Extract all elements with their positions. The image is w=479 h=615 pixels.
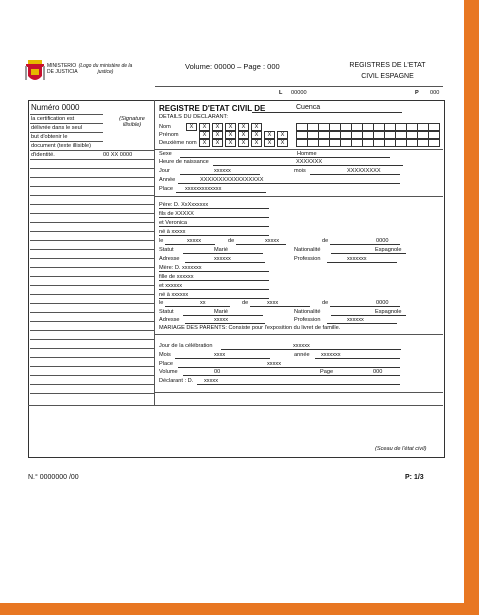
declarant-label: Déclarant : D. bbox=[159, 378, 194, 384]
left-ruled-lines bbox=[28, 0, 154, 615]
place-label-2: Place bbox=[159, 361, 173, 367]
mois-label-2: Mois bbox=[159, 352, 171, 358]
heure-label: Heure de naissance bbox=[159, 159, 209, 165]
l-value: 00000 bbox=[291, 90, 307, 96]
statut-label-2: Statut bbox=[159, 309, 174, 315]
ministry-logo-note: (Logo du ministère de la justice) bbox=[78, 63, 133, 75]
deuxieme-nom-label: Deuxième nom bbox=[159, 140, 197, 146]
identity-value: 00 XX 0000 bbox=[103, 152, 133, 158]
volume-label: Volume bbox=[159, 369, 178, 375]
orange-border-right bbox=[464, 0, 479, 615]
heure-value: XXXXXXX bbox=[296, 159, 323, 165]
jour-celebration-value: xxxxxx bbox=[293, 343, 310, 349]
le-year-1: 0000 bbox=[376, 238, 389, 244]
statut-label-1: Statut bbox=[159, 247, 174, 253]
column-divider bbox=[154, 100, 155, 405]
profession-label-1: Profession bbox=[294, 256, 321, 262]
seal-area-rule bbox=[28, 405, 443, 406]
volume-value: 00 bbox=[214, 369, 221, 375]
adresse-value-1: xxxxxx bbox=[214, 256, 231, 262]
jour-value: xxxxxx bbox=[214, 168, 231, 174]
document-number: N.° 0000000 /00 bbox=[28, 474, 79, 481]
seal-note: (Sceau de l'état civil) bbox=[375, 446, 427, 452]
section-rule bbox=[155, 196, 443, 197]
page-value: 000 bbox=[373, 369, 383, 375]
lower-rule bbox=[155, 392, 443, 393]
mere-line: Mère: D. xxxxxxx bbox=[159, 265, 202, 271]
de-label-2b: de bbox=[322, 300, 329, 306]
nationalite-value-1: Espagnole bbox=[375, 247, 402, 253]
adresse-label-1: Adresse bbox=[159, 256, 180, 262]
registry-title: REGISTRES DE L'ETAT CIVIL ESPAGNE bbox=[349, 62, 426, 80]
prenom-label: Prénom bbox=[159, 132, 179, 138]
mariage-parents-line: MARIAGE DES PARENTS: Consiste pour l'exposition du livret de famille. bbox=[159, 325, 341, 331]
de-label-2: de bbox=[242, 300, 249, 306]
declarant-value: xxxxx bbox=[204, 378, 218, 384]
le-label-1: le bbox=[159, 238, 164, 244]
le-year-2: 0000 bbox=[376, 300, 389, 306]
registry-city: Cuenca bbox=[296, 104, 321, 111]
profession-value-1: xxxxxxx bbox=[347, 256, 367, 262]
ministry-name: MINISTERIO DE JUSTICIA bbox=[47, 63, 78, 75]
le-month-1: xxxxx bbox=[265, 238, 279, 244]
ne-a-line-1: né à xxxxx bbox=[159, 229, 186, 235]
annee-value: XXXXXXXXXXXXXXXXX bbox=[200, 177, 264, 183]
annee-label-2: année bbox=[294, 352, 310, 358]
nom-label: Nom bbox=[159, 124, 171, 130]
signature-note: (Signature illisible) bbox=[119, 116, 145, 129]
jour-celebration-label: Jour de la célébration bbox=[159, 343, 213, 349]
mois-label: mois bbox=[294, 168, 306, 174]
page-label: Page bbox=[320, 369, 334, 375]
registry-heading: REGISTRE D'ETAT CIVIL DE bbox=[159, 104, 266, 113]
adresse-label-2: Adresse bbox=[159, 317, 180, 323]
volume-page-label: Volume: 00000 – Page : 000 bbox=[185, 62, 280, 71]
certification-text: la certification est délivrée dans le seul but d'obtenir le document (texte illisible) bbox=[31, 116, 92, 149]
sexe-value: Homme bbox=[297, 151, 317, 157]
fils-de-line: fils de XXXXX bbox=[159, 211, 194, 217]
p-value: 000 bbox=[430, 90, 440, 96]
l-label: L bbox=[279, 90, 283, 96]
profession-value-2: xxxxxx bbox=[347, 317, 364, 323]
place-value: xxxxxxxxxxxxx bbox=[185, 186, 222, 192]
details-label: DETAILS DU DECLARANT: bbox=[159, 114, 228, 120]
fille-de-line: fille de xxxxxx bbox=[159, 274, 194, 280]
statut-value-1: Marié bbox=[214, 247, 228, 253]
mois-value: XXXXXXXXX bbox=[347, 168, 381, 174]
jour-label: Jour bbox=[159, 168, 170, 174]
numero-label: Numéro 0000 bbox=[31, 103, 80, 112]
p-label: P bbox=[415, 90, 419, 96]
nationalite-value-2: Espagnole bbox=[375, 309, 402, 315]
ne-a-line-2: né à xxxxxx bbox=[159, 292, 189, 298]
de-label-1: de bbox=[228, 238, 235, 244]
annee-label: Année bbox=[159, 177, 176, 183]
grid-bottom-rule bbox=[155, 149, 443, 150]
statut-value-2: Marié bbox=[214, 309, 228, 315]
de-label-1b: de bbox=[322, 238, 329, 244]
le-day-2: xx bbox=[200, 300, 206, 306]
sexe-label: Sexe bbox=[159, 151, 172, 157]
pere-line: Père: D. XxXxxxxxx bbox=[159, 202, 209, 208]
mariage-rule bbox=[155, 334, 443, 335]
et-line: et xxxxxx bbox=[159, 283, 183, 289]
header-divider bbox=[155, 86, 443, 87]
profession-label-2: Profession bbox=[294, 317, 321, 323]
page-count: P: 1/3 bbox=[405, 474, 424, 481]
le-month-2: xxxx bbox=[267, 300, 279, 306]
le-day-1: xxxxx bbox=[187, 238, 201, 244]
nationalite-label-2: Nationalité bbox=[294, 309, 321, 315]
mois-value-2: xxxx bbox=[214, 352, 226, 358]
identity-label: d'identité. bbox=[31, 152, 55, 158]
place-label: Place bbox=[159, 186, 173, 192]
adresse-value-2: xxxxx bbox=[214, 317, 228, 323]
annee-value-2: xxxxxxx bbox=[321, 352, 341, 358]
nationalite-label-1: Nationalité bbox=[294, 247, 321, 253]
le-label-2: le bbox=[159, 300, 164, 306]
place-value-2: xxxxx bbox=[267, 361, 281, 367]
et-veronica-line: et Veronica bbox=[159, 220, 187, 226]
